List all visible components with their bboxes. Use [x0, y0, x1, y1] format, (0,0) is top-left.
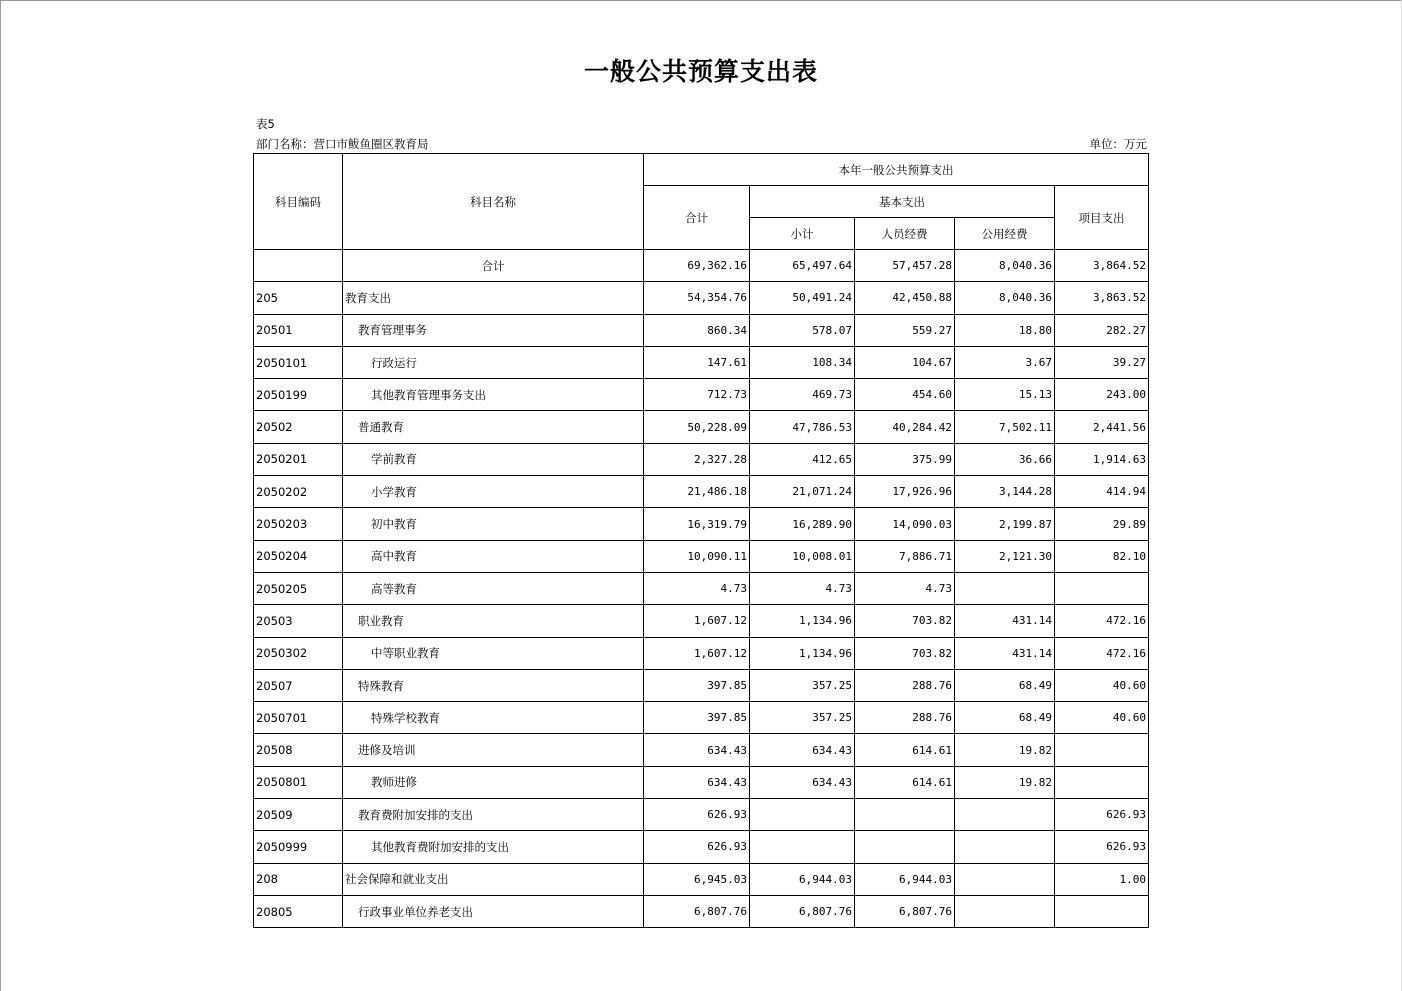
cell-subject-code: 2050999: [254, 831, 343, 863]
cell-subject-name: 普通教育: [343, 411, 644, 443]
cell-basic-subtotal: 634.43: [750, 734, 855, 766]
cell-basic-subtotal: 6,944.03: [750, 863, 855, 895]
cell-subject-name: 其他教育费附加安排的支出: [343, 831, 644, 863]
cell-personnel-cost: 559.27: [855, 314, 955, 346]
table-row: [254, 443, 1149, 475]
cell-public-cost: 68.49: [955, 669, 1055, 701]
cell-total: 397.85: [644, 669, 750, 701]
cell-personnel-cost: 14,090.03: [855, 508, 955, 540]
cell-personnel-cost: 614.61: [855, 734, 955, 766]
cell-public-cost: 15.13: [955, 379, 1055, 411]
cell-subject-code: 2050202: [254, 476, 343, 508]
cell-subject-name: 教育费附加安排的支出: [343, 799, 644, 831]
cell-subject-name: 初中教育: [343, 508, 644, 540]
table-row: [254, 734, 1149, 766]
cell-project-expenditure: 82.10: [1055, 540, 1149, 572]
cell-subject-code: 2050203: [254, 508, 343, 540]
cell-personnel-cost: 288.76: [855, 702, 955, 734]
cell-basic-subtotal: 357.25: [750, 702, 855, 734]
cell-subject-name: 进修及培训: [343, 734, 644, 766]
cell-total: 6,807.76: [644, 895, 750, 927]
cell-subject-code: 2050801: [254, 766, 343, 798]
cell-public-cost: 7,502.11: [955, 411, 1055, 443]
cell-subject-code: 208: [254, 863, 343, 895]
cell-subject-name: 合计: [343, 250, 644, 282]
cell-project-expenditure: 1,914.63: [1055, 443, 1149, 475]
cell-project-expenditure: 472.16: [1055, 605, 1149, 637]
cell-basic-subtotal: 6,807.76: [750, 895, 855, 927]
cell-project-expenditure: 626.93: [1055, 799, 1149, 831]
cell-subject-name: 行政运行: [343, 346, 644, 378]
cell-personnel-cost: 4.73: [855, 572, 955, 604]
table-row: [254, 799, 1149, 831]
cell-basic-subtotal: 108.34: [750, 346, 855, 378]
cell-public-cost: 2,199.87: [955, 508, 1055, 540]
cell-total: 10,090.11: [644, 540, 750, 572]
table-row: [254, 572, 1149, 604]
cell-project-expenditure: 414.94: [1055, 476, 1149, 508]
cell-public-cost: 68.49: [955, 702, 1055, 734]
cell-basic-subtotal: 357.25: [750, 669, 855, 701]
cell-personnel-cost: 703.82: [855, 637, 955, 669]
cell-basic-subtotal: 412.65: [750, 443, 855, 475]
cell-subject-name: 教育管理事务: [343, 314, 644, 346]
cell-project-expenditure: 282.27: [1055, 314, 1149, 346]
cell-subject-name: 高等教育: [343, 572, 644, 604]
table-row: [254, 766, 1149, 798]
cell-total: 634.43: [644, 766, 750, 798]
header-total: 合计: [644, 186, 750, 250]
cell-basic-subtotal: 10,008.01: [750, 540, 855, 572]
cell-basic-subtotal: 65,497.64: [750, 250, 855, 282]
cell-subject-name: 中等职业教育: [343, 637, 644, 669]
cell-basic-subtotal: [750, 799, 855, 831]
table-row: [254, 346, 1149, 378]
table-row: [254, 895, 1149, 927]
cell-project-expenditure: 626.93: [1055, 831, 1149, 863]
table-total-row: [254, 250, 1149, 282]
cell-personnel-cost: 454.60: [855, 379, 955, 411]
cell-project-expenditure: [1055, 734, 1149, 766]
cell-basic-subtotal: 1,134.96: [750, 605, 855, 637]
cell-basic-subtotal: 469.73: [750, 379, 855, 411]
cell-total: 69,362.16: [644, 250, 750, 282]
cell-subject-name: 行政事业单位养老支出: [343, 895, 644, 927]
unit-label: 单位：万元: [1089, 137, 1147, 151]
cell-basic-subtotal: 16,289.90: [750, 508, 855, 540]
cell-subject-name: 社会保障和就业支出: [343, 863, 644, 895]
cell-total: 2,327.28: [644, 443, 750, 475]
cell-subject-code: 20507: [254, 669, 343, 701]
header-basic-subtotal: 小计: [750, 218, 855, 250]
header-public-cost: 公用经费: [955, 218, 1055, 250]
table-row: [254, 314, 1149, 346]
cell-basic-subtotal: 21,071.24: [750, 476, 855, 508]
cell-personnel-cost: 104.67: [855, 346, 955, 378]
table-row: [254, 669, 1149, 701]
table-row: [254, 508, 1149, 540]
cell-subject-code: 2050199: [254, 379, 343, 411]
cell-total: 50,228.09: [644, 411, 750, 443]
cell-personnel-cost: 7,886.71: [855, 540, 955, 572]
table-row: [254, 863, 1149, 895]
cell-project-expenditure: 40.60: [1055, 702, 1149, 734]
cell-total: 1,607.12: [644, 605, 750, 637]
cell-subject-code: [254, 250, 343, 282]
cell-public-cost: 3,144.28: [955, 476, 1055, 508]
header-subject-code: 科目编码: [254, 154, 343, 250]
table-row: [254, 282, 1149, 314]
cell-project-expenditure: [1055, 572, 1149, 604]
cell-project-expenditure: [1055, 895, 1149, 927]
cell-total: 634.43: [644, 734, 750, 766]
cell-personnel-cost: [855, 799, 955, 831]
cell-subject-code: 2050302: [254, 637, 343, 669]
header-subject-name: 科目名称: [343, 154, 644, 250]
cell-subject-name: 教师进修: [343, 766, 644, 798]
cell-subject-name: 高中教育: [343, 540, 644, 572]
cell-subject-name: 学前教育: [343, 443, 644, 475]
cell-subject-name: 教育支出: [343, 282, 644, 314]
cell-public-cost: 2,121.30: [955, 540, 1055, 572]
cell-public-cost: 8,040.36: [955, 282, 1055, 314]
table-row: [254, 411, 1149, 443]
cell-project-expenditure: 29.89: [1055, 508, 1149, 540]
cell-basic-subtotal: 4.73: [750, 572, 855, 604]
cell-total: 4.73: [644, 572, 750, 604]
cell-total: 626.93: [644, 799, 750, 831]
page-border: [0, 0, 1, 991]
cell-public-cost: 3.67: [955, 346, 1055, 378]
cell-total: 712.73: [644, 379, 750, 411]
table-row: [254, 476, 1149, 508]
header-project-expenditure: 项目支出: [1055, 186, 1149, 250]
cell-project-expenditure: 2,441.56: [1055, 411, 1149, 443]
page-border: [0, 0, 1402, 1]
table-number: 表5: [256, 117, 275, 131]
table-row: [254, 702, 1149, 734]
cell-public-cost: [955, 799, 1055, 831]
cell-basic-subtotal: [750, 831, 855, 863]
cell-public-cost: 8,040.36: [955, 250, 1055, 282]
cell-subject-code: 20502: [254, 411, 343, 443]
cell-subject-code: 20501: [254, 314, 343, 346]
table-row: [254, 637, 1149, 669]
cell-personnel-cost: 375.99: [855, 443, 955, 475]
header-budget-group: 本年一般公共预算支出: [644, 154, 1149, 186]
cell-total: 16,319.79: [644, 508, 750, 540]
cell-subject-code: 2050101: [254, 346, 343, 378]
department-name: 部门名称：营口市鲅鱼圈区教育局: [256, 137, 429, 151]
cell-public-cost: 431.14: [955, 637, 1055, 669]
cell-personnel-cost: 17,926.96: [855, 476, 955, 508]
cell-total: 397.85: [644, 702, 750, 734]
cell-subject-code: 2050205: [254, 572, 343, 604]
cell-total: 860.34: [644, 314, 750, 346]
cell-project-expenditure: 1.00: [1055, 863, 1149, 895]
table-row: [254, 379, 1149, 411]
cell-personnel-cost: 288.76: [855, 669, 955, 701]
cell-basic-subtotal: 1,134.96: [750, 637, 855, 669]
cell-public-cost: 36.66: [955, 443, 1055, 475]
cell-public-cost: 431.14: [955, 605, 1055, 637]
cell-public-cost: 19.82: [955, 766, 1055, 798]
cell-subject-name: 其他教育管理事务支出: [343, 379, 644, 411]
cell-project-expenditure: 243.00: [1055, 379, 1149, 411]
cell-total: 54,354.76: [644, 282, 750, 314]
budget-expenditure-table: [253, 153, 1149, 928]
cell-total: 1,607.12: [644, 637, 750, 669]
cell-total: 626.93: [644, 831, 750, 863]
cell-project-expenditure: 3,863.52: [1055, 282, 1149, 314]
cell-public-cost: 19.82: [955, 734, 1055, 766]
cell-project-expenditure: 39.27: [1055, 346, 1149, 378]
header-personnel-cost: 人员经费: [855, 218, 955, 250]
cell-personnel-cost: 6,807.76: [855, 895, 955, 927]
cell-total: 147.61: [644, 346, 750, 378]
cell-public-cost: 18.80: [955, 314, 1055, 346]
cell-public-cost: [955, 863, 1055, 895]
cell-personnel-cost: 42,450.88: [855, 282, 955, 314]
cell-subject-name: 特殊教育: [343, 669, 644, 701]
cell-personnel-cost: 6,944.03: [855, 863, 955, 895]
cell-subject-name: 特殊学校教育: [343, 702, 644, 734]
cell-subject-code: 20503: [254, 605, 343, 637]
cell-subject-code: 20509: [254, 799, 343, 831]
header-basic-expenditure: 基本支出: [750, 186, 1055, 218]
page-title: 一般公共预算支出表: [583, 57, 818, 86]
cell-basic-subtotal: 634.43: [750, 766, 855, 798]
cell-personnel-cost: 614.61: [855, 766, 955, 798]
cell-project-expenditure: 472.16: [1055, 637, 1149, 669]
cell-project-expenditure: [1055, 766, 1149, 798]
table-row: [254, 831, 1149, 863]
cell-personnel-cost: [855, 831, 955, 863]
cell-personnel-cost: 703.82: [855, 605, 955, 637]
cell-subject-code: 20508: [254, 734, 343, 766]
cell-subject-code: 2050701: [254, 702, 343, 734]
cell-subject-name: 小学教育: [343, 476, 644, 508]
cell-basic-subtotal: 50,491.24: [750, 282, 855, 314]
cell-basic-subtotal: 578.07: [750, 314, 855, 346]
cell-personnel-cost: 57,457.28: [855, 250, 955, 282]
cell-subject-code: 20805: [254, 895, 343, 927]
cell-public-cost: [955, 831, 1055, 863]
table-row: [254, 540, 1149, 572]
cell-project-expenditure: 3,864.52: [1055, 250, 1149, 282]
cell-personnel-cost: 40,284.42: [855, 411, 955, 443]
cell-basic-subtotal: 47,786.53: [750, 411, 855, 443]
cell-total: 6,945.03: [644, 863, 750, 895]
cell-total: 21,486.18: [644, 476, 750, 508]
cell-public-cost: [955, 572, 1055, 604]
cell-project-expenditure: 40.60: [1055, 669, 1149, 701]
cell-subject-name: 职业教育: [343, 605, 644, 637]
cell-subject-code: 2050204: [254, 540, 343, 572]
cell-subject-code: 205: [254, 282, 343, 314]
cell-subject-code: 2050201: [254, 443, 343, 475]
table-row: [254, 605, 1149, 637]
cell-public-cost: [955, 895, 1055, 927]
